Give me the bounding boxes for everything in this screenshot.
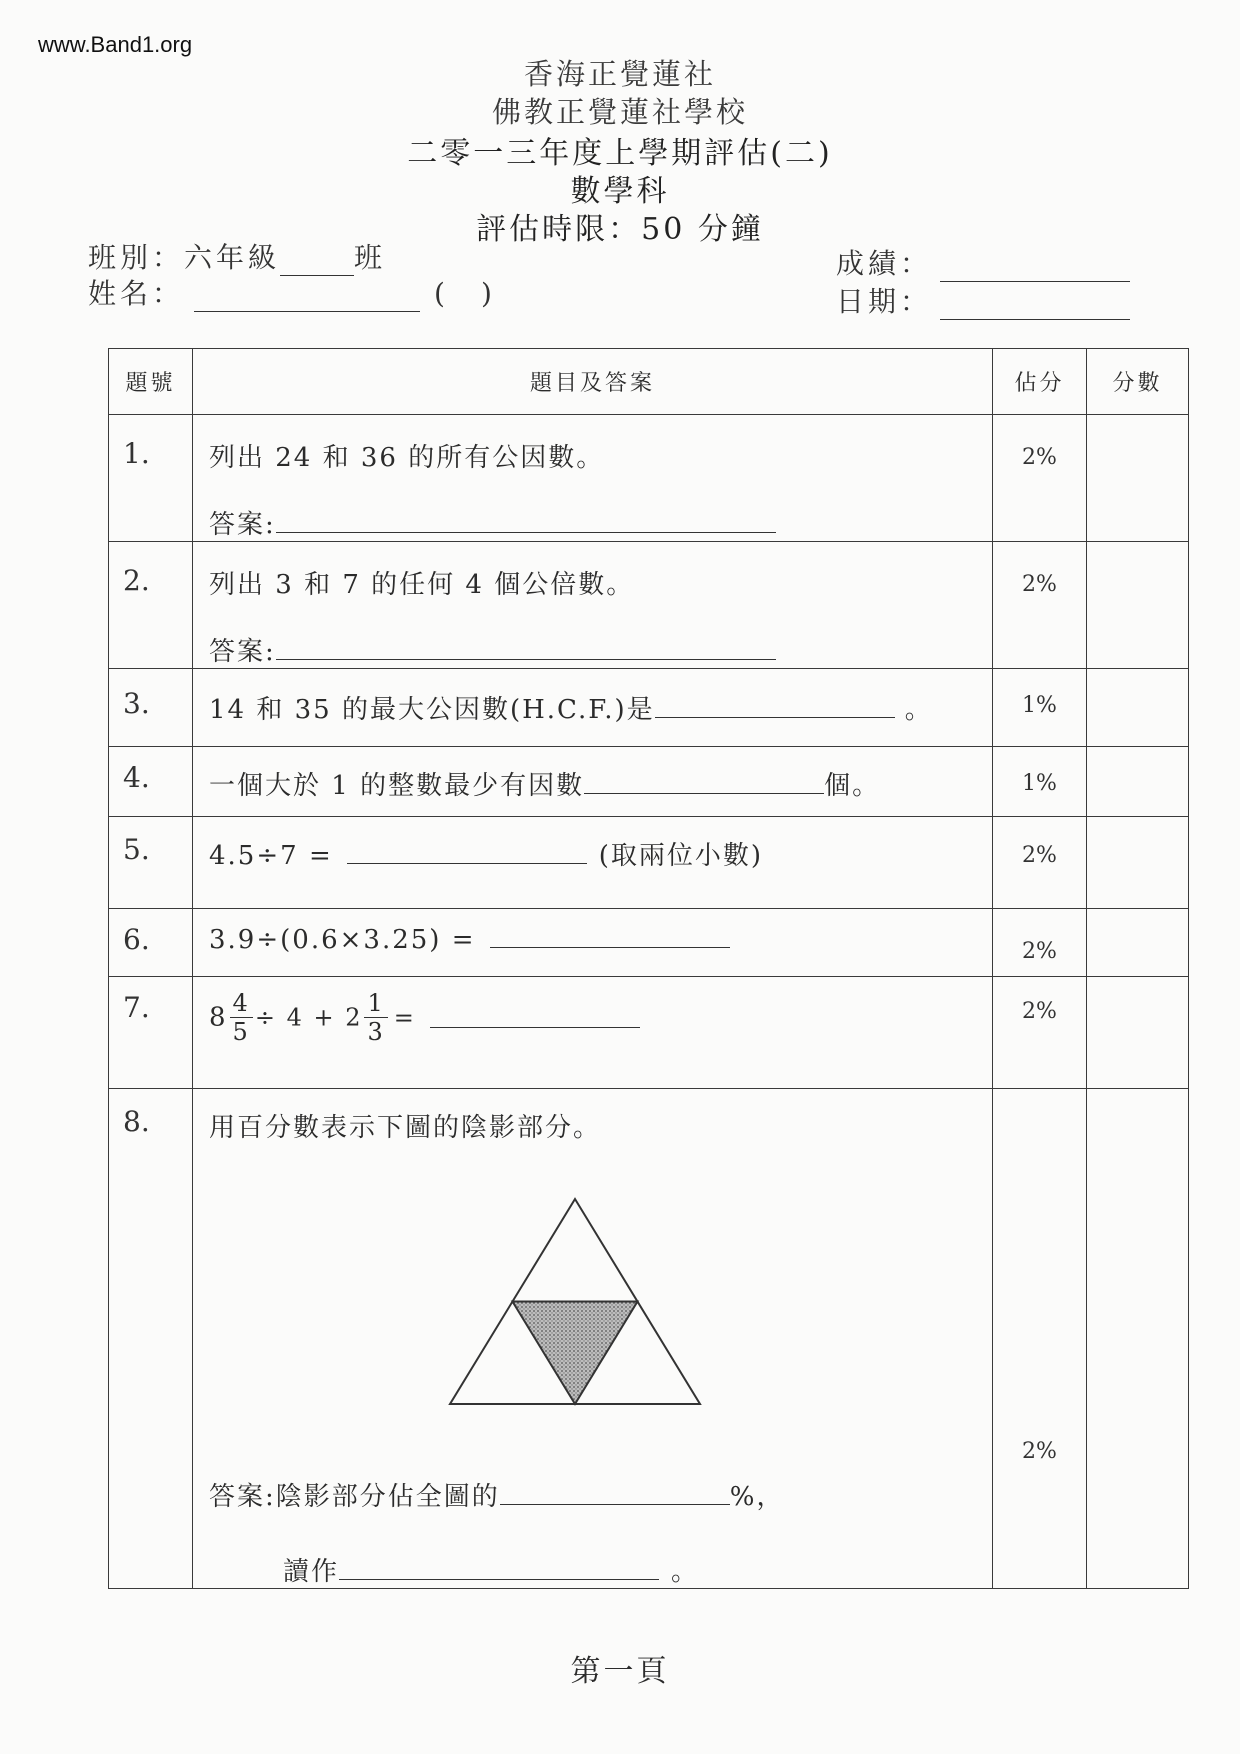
question-row-2 (109, 542, 1189, 669)
date-label: 日期： (836, 285, 933, 318)
score-label: 成績： (836, 247, 933, 280)
q7-numerator-2: 1 (364, 989, 387, 1018)
q7-content (193, 977, 993, 1089)
q7-fraction-1 (230, 989, 253, 1046)
q2-answer-blank[interactable] (276, 639, 776, 660)
q8-shaded-triangle (513, 1302, 638, 1405)
q6-score-cell[interactable] (1087, 909, 1189, 977)
watermark: www.Band1.org (38, 32, 193, 57)
q8-answer-prefix: 答案:陰影部分佔全圖的 (209, 1482, 500, 1512)
header-score: 分數 (1087, 349, 1189, 415)
q3-text: 14 和 35 的最大公因數(H.C.F.)是 (209, 695, 655, 725)
q6-number: 6. (109, 909, 193, 977)
q8-number: 8. (109, 1089, 193, 1589)
question-row-7 (109, 977, 1189, 1089)
q5-score-cell[interactable] (1087, 817, 1189, 909)
header-content: 題目及答案 (193, 349, 993, 415)
school-org-name: 香海正覺蓮社 (523, 57, 716, 91)
q2-score-cell[interactable] (1087, 542, 1189, 669)
score-field (836, 242, 1130, 282)
class-suffix: 班 (354, 241, 387, 274)
q8-score-cell[interactable] (1087, 1089, 1189, 1589)
class-label: 班別： (88, 241, 185, 274)
q5-note: (取兩位小數) (598, 841, 764, 871)
question-row-1 (109, 415, 1189, 542)
q4-score-cell[interactable] (1087, 747, 1189, 817)
q4-text: 一個大於 1 的整數最少有因數 (209, 771, 585, 801)
q2-answer-line (209, 631, 992, 668)
q3-end: 。 (904, 695, 933, 725)
q4-content (193, 747, 993, 817)
page-number: 第一頁 (570, 1654, 670, 1689)
question-row-3 (109, 669, 1189, 747)
q6-marks: 2% (993, 909, 1087, 977)
q8-text: 用百分數表示下圖的陰影部分。 (209, 1113, 602, 1143)
q2-content (193, 542, 993, 669)
question-row-8 (109, 1089, 1189, 1589)
q7-equals: = (393, 1003, 416, 1032)
date-field (836, 280, 1130, 320)
q5-number: 5. (109, 817, 193, 909)
subject: 數學科 (570, 174, 670, 209)
question-row-5 (109, 817, 1189, 909)
q1-answer-line (209, 504, 992, 541)
q1-marks: 2% (993, 415, 1087, 542)
class-field (88, 236, 386, 276)
school-name: 佛教正覺蓮社學校 (491, 95, 748, 129)
q1-score-cell[interactable] (1087, 415, 1189, 542)
q5-marks: 2% (993, 817, 1087, 909)
name-field (88, 272, 496, 312)
q7-score-cell[interactable] (1087, 977, 1189, 1089)
q6-content (193, 909, 993, 977)
q2-number: 2. (109, 542, 193, 669)
q7-fraction-2 (364, 989, 387, 1046)
time-limit: 評估時限：50 分鐘 (476, 212, 764, 247)
q7-answer-blank[interactable] (430, 1007, 640, 1028)
score-blank[interactable] (940, 253, 1130, 282)
name-label: 姓名： (88, 277, 185, 310)
q6-text: 3.9÷(0.6×3.25) = (209, 925, 476, 955)
q8-read-line (283, 1551, 992, 1588)
q5-text: 4.5÷7 = (209, 841, 333, 871)
q1-answer-blank[interactable] (276, 512, 776, 533)
table-header-row (109, 349, 1189, 415)
q4-answer-blank[interactable] (584, 773, 824, 794)
q7-operator: ÷ 4 + 2 (254, 1003, 363, 1032)
q3-content (193, 669, 993, 747)
q8-answer-line (209, 1476, 992, 1513)
header-allotted: 佔分 (993, 349, 1087, 415)
q5-answer-blank[interactable] (347, 843, 587, 864)
q8-percent-blank[interactable] (500, 1484, 730, 1505)
q1-content (193, 415, 993, 542)
q3-score-cell[interactable] (1087, 669, 1189, 747)
class-number-paren: ( ) (434, 277, 496, 310)
q7-number: 7. (109, 977, 193, 1089)
question-table (108, 348, 1189, 1589)
q7-whole1: 8 (209, 1002, 228, 1033)
q8-marks: 2% (993, 1089, 1087, 1589)
q7-denominator-1: 5 (232, 1018, 250, 1046)
q2-marks: 2% (993, 542, 1087, 669)
q8-triangle-figure (445, 1194, 705, 1414)
q3-marks: 1% (993, 669, 1087, 747)
name-blank[interactable] (194, 283, 420, 312)
question-row-4 (109, 747, 1189, 817)
question-row-6 (109, 909, 1189, 977)
q8-read-suffix: 。 (671, 1557, 700, 1587)
class-grade: 六年級 (184, 241, 281, 274)
q8-read-prefix: 讀作 (283, 1557, 340, 1587)
q6-answer-blank[interactable] (490, 927, 730, 948)
header-num: 題號 (109, 349, 193, 415)
q8-answer-suffix: %， (729, 1482, 785, 1512)
q5-content (193, 817, 993, 909)
q7-marks: 2% (993, 977, 1087, 1089)
q4-number: 4. (109, 747, 193, 817)
date-blank[interactable] (940, 291, 1130, 320)
q1-text: 列出 24 和 36 的所有公因數。 (209, 443, 605, 473)
q2-text: 列出 3 和 7 的任何 4 個公倍數。 (209, 570, 635, 600)
q4-marks: 1% (993, 747, 1087, 817)
q2-answer-label: 答案: (209, 637, 276, 667)
q8-read-blank[interactable] (339, 1559, 659, 1580)
q3-number: 3. (109, 669, 193, 747)
q1-number: 1. (109, 415, 193, 542)
q7-numerator-1: 4 (230, 989, 253, 1018)
q3-answer-blank[interactable] (655, 697, 895, 718)
q1-answer-label: 答案: (209, 510, 276, 540)
q4-end: 個。 (824, 771, 881, 801)
q7-denominator-2: 3 (367, 1018, 385, 1046)
q8-content (193, 1089, 993, 1589)
exam-title: 二零一三年度上學期評估(二) (407, 136, 833, 171)
